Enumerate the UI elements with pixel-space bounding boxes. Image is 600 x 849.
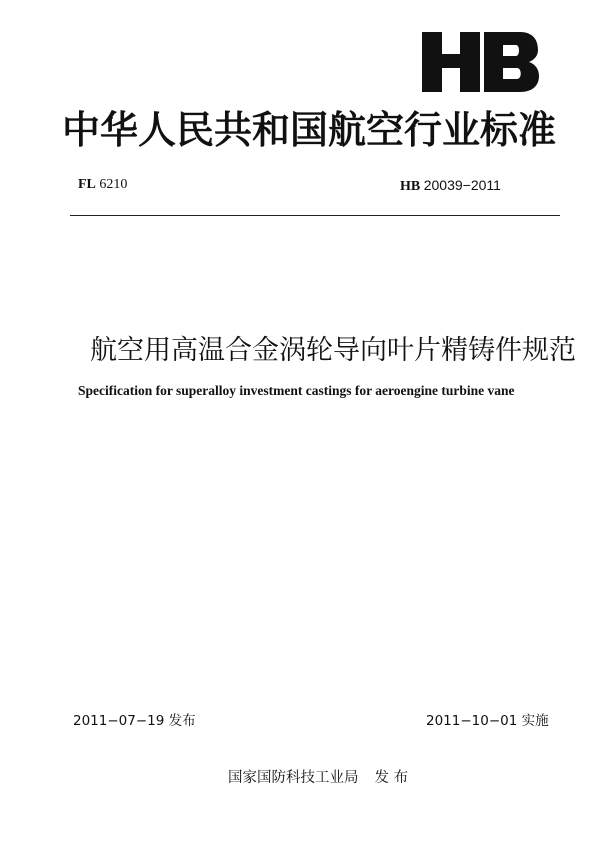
title-english: Specification for superalloy investment castings for aeroengine turbine vane: [78, 383, 515, 398]
classification-code: [78, 177, 127, 193]
classification-number: 6210: [99, 177, 128, 192]
implementation-date: 2011−10−01 实施: [426, 713, 549, 729]
header-divider: [70, 215, 560, 216]
hb-standard-logo-icon: [420, 28, 540, 96]
standard-prefix: HB: [400, 179, 421, 194]
hb-logo: [420, 28, 540, 96]
org-title: 中华人民共和国航空行业标准: [62, 108, 557, 152]
standard-code: 20039−2011: [423, 177, 501, 193]
classification-prefix: FL: [78, 177, 96, 192]
issuer-name: 国家国防科技工业局: [228, 770, 359, 786]
standard-number: [400, 177, 501, 195]
issuer-verb: 发 布: [374, 770, 409, 786]
title-chinese: 航空用高温合金涡轮导向叶片精铸件规范: [90, 335, 576, 366]
issuer: [228, 766, 408, 787]
issue-date: 2011−07−19 发布: [73, 713, 196, 729]
